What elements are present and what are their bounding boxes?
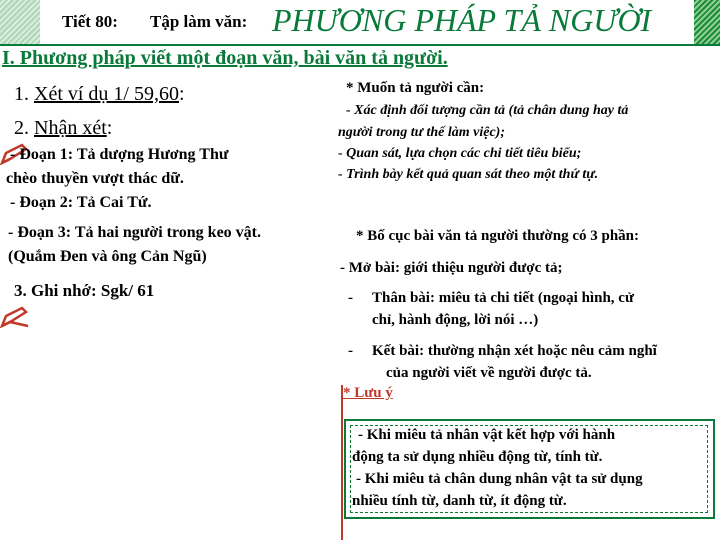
doan3-line2: (Quắm Đen và ông Cản Ngũ): [8, 248, 207, 265]
item-1-text: Xét ví dụ 1/ 59,60: [34, 83, 179, 105]
than-bai-line2: chỉ, hành động, lời nói …): [372, 312, 539, 328]
section-heading: I. Phương pháp viết một đoạn văn, bài văn tả người.: [2, 47, 448, 69]
ket-bai-dash: -: [348, 343, 353, 359]
xac-dinh-line2: người trong tư thế làm việc);: [338, 125, 506, 140]
lesson-number: Tiết 80:: [62, 12, 118, 31]
note1-line2: động ta sử dụng nhiều động từ, tính từ.: [352, 449, 603, 465]
item-1-colon: :: [179, 83, 185, 105]
doan1-line1: - Đoạn 1: Tả dượng Hương Thư: [10, 146, 229, 163]
than-bai-line1: Thân bài: miêu tả chi tiết (ngoại hình, cử: [372, 290, 634, 306]
page-title: PHƯƠNG PHÁP TẢ NGƯỜI: [272, 2, 652, 38]
ket-bai-line1: Kết bài: thường nhận xét hoặc nêu cảm nghĩ: [372, 343, 657, 359]
muon-ta-heading: * Muốn tả người cần:: [346, 80, 485, 96]
bo-cuc-heading: * Bố cục bài văn tả người thường có 3 phần:: [356, 228, 639, 244]
doan3-line1: - Đoạn 3: Tả hai người trong keo vật.: [8, 224, 262, 241]
quan-sat: - Quan sát, lựa chọn các chi tiết tiêu biểu;: [338, 146, 582, 161]
vertical-divider: [341, 385, 343, 540]
item-3: 3. Ghi nhớ: Sgk/ 61: [14, 281, 155, 300]
doan2: - Đoạn 2: Tả Cai Tứ.: [10, 194, 152, 211]
luu-y-heading: * Lưu ý: [343, 385, 393, 401]
note1-line1: - Khi miêu tả nhân vật kết hợp với hành: [358, 427, 616, 443]
than-bai-dash: -: [348, 290, 353, 306]
title-rule: [0, 44, 720, 46]
note2-line1: - Khi miêu tả chân dung nhân vật ta sử dụng: [356, 471, 643, 487]
subject-label: Tập làm văn:: [150, 12, 248, 31]
item-1: [14, 83, 185, 106]
item-2-colon: :: [106, 117, 113, 139]
item-2-text: Nhận xét: [34, 117, 107, 139]
pencil-icon-2: [0, 306, 30, 328]
item-2: [14, 117, 112, 140]
doan1-line2: chèo thuyền vượt thác dữ.: [6, 170, 184, 187]
decor-right: [694, 0, 720, 44]
trinh-bay: - Trình bày kết quả quan sát theo một thứ tự.: [338, 167, 599, 182]
item-2-number: 2.: [14, 117, 29, 139]
ket-bai-line2: của người viết về người được tả.: [386, 365, 592, 381]
title-bar: [0, 0, 720, 44]
decor-left: [0, 0, 40, 44]
item-1-number: 1.: [14, 83, 29, 105]
note2-line2: nhiều tính từ, danh từ, ít động từ.: [352, 493, 567, 509]
mo-bai: - Mở bài: giới thiệu người được tả;: [340, 260, 563, 276]
xac-dinh-line1: - Xác định đối tượng cần tả (tả chân dung hay tả: [346, 103, 629, 118]
